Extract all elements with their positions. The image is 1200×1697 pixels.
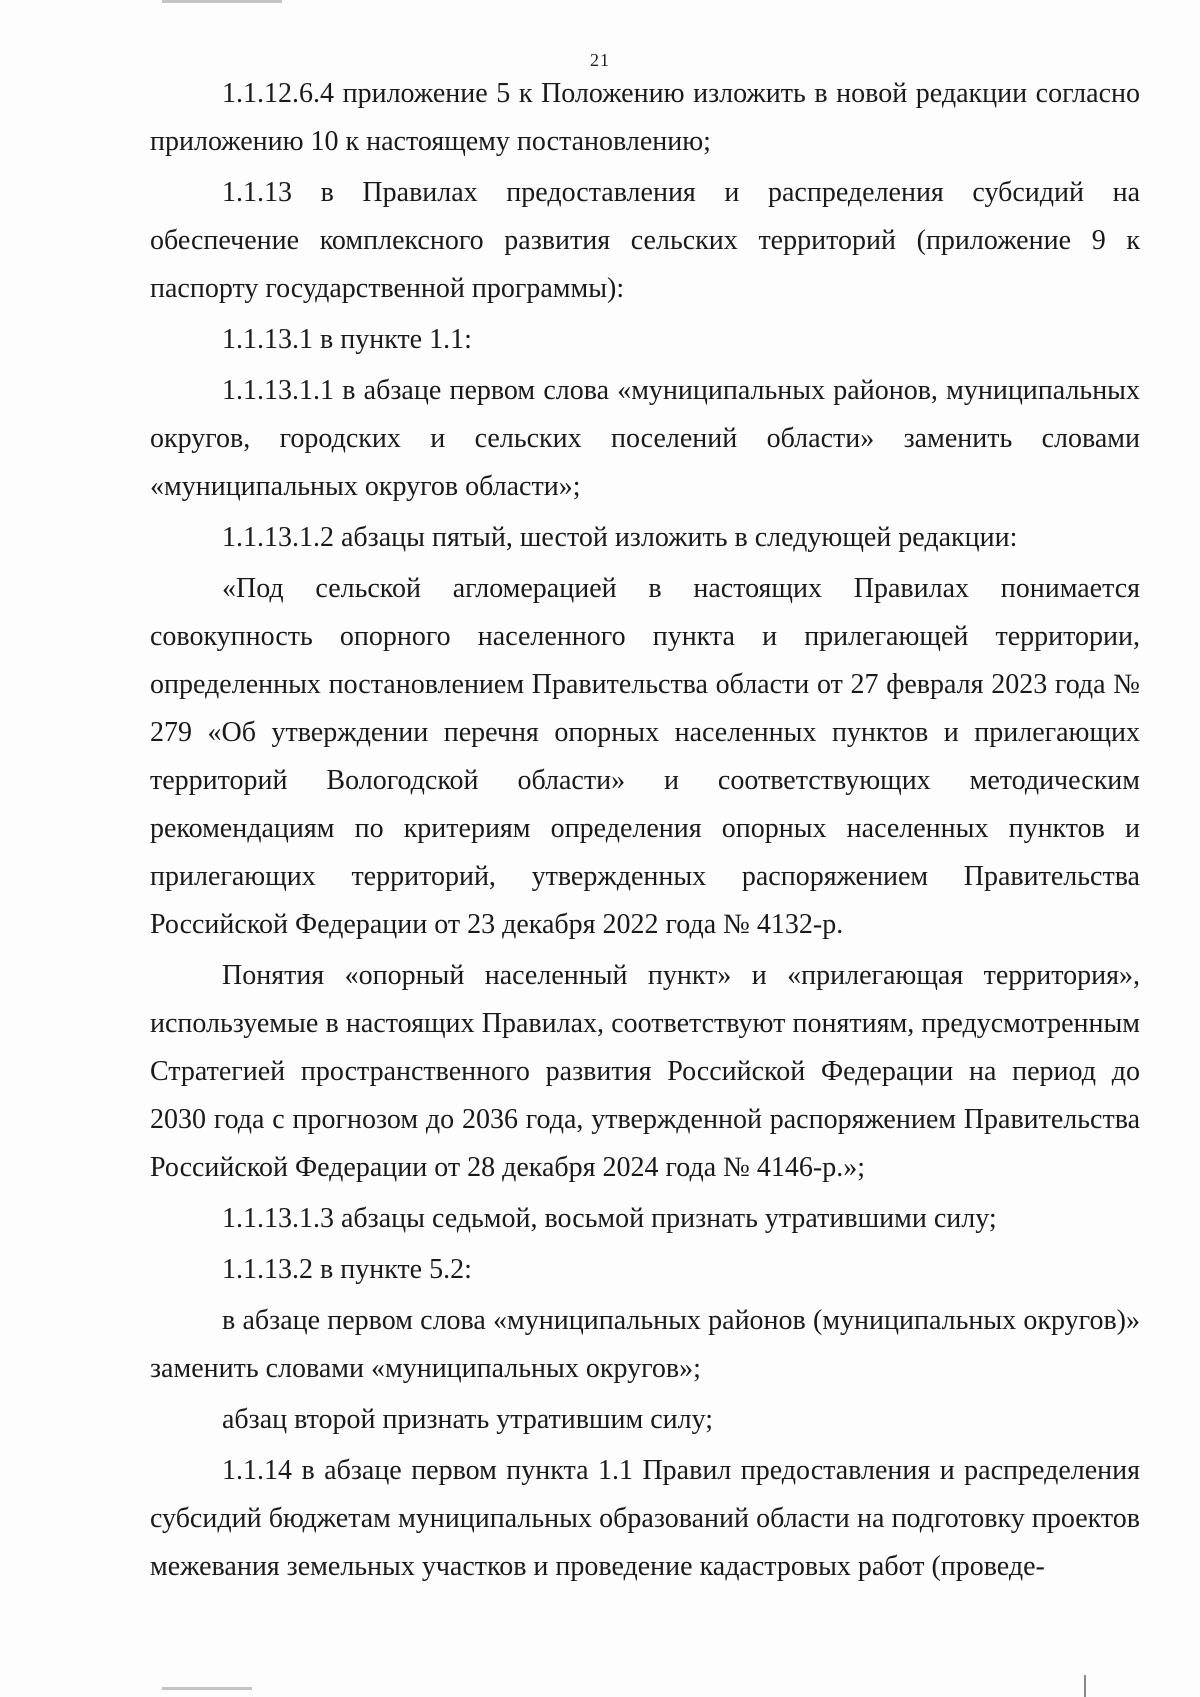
paragraph-1-1-13-1-2: 1.1.13.1.2 абзацы пятый, шестой изложить в следующей редакции: <box>222 522 1018 553</box>
paragraph-1-1-13-1: 1.1.13.1 в пункте 1.1: <box>222 324 472 355</box>
paragraph-rural-agglomeration-definition: «Под сельской агломерацией в настоящих Правилах понимается совокупность опорного населенного пункта и прилегающей территории, определенных постановлением Правительства области от 27 февраля 2023 года № 279 «Об утверждении перечня опорных населенных пунктов и прилегающих территорий Вологодской области» и соответствующих методическим рекомендациям по критериям определения опорных населенных пунктов и прилегающих территорий, утвержденных распоряжением Правительства Российской Федерации от 23 декабря 2022 года № 4132-р. <box>150 573 1140 940</box>
paragraph-1-1-12-6-4: 1.1.12.6.4 приложение 5 к Положению изложить в новой редакции согласно приложению 10 к настоящему постановлению; <box>150 78 1140 157</box>
paragraph-concepts-definition: Понятия «опорный населенный пункт» и «прилегающая территория», используемые в настоящих Правилах, соответствуют понятиям, предусмотренным Стратегией пространственного развития Российской Федерации на период до 2030 года с прогнозом до 2036 года, утвержденной распоряжением Правительства Российской Федерации от 28 декабря 2024 года № 4146-р.»; <box>150 960 1140 1183</box>
scan-artifact-top <box>162 0 282 3</box>
paragraph-1-1-13-1-1: 1.1.13.1.1 в абзаце первом слова «муниципальных районов, муниципальных округов, городских и сельских поселений области» заменить словами «муниципальных округов области»; <box>150 375 1140 502</box>
scan-artifact-bottom-right <box>1084 1675 1086 1697</box>
paragraph-first-abzac-replacement: в абзаце первом слова «муниципальных районов (муниципальных округов)» заменить словами «муниципальных округов»; <box>150 1305 1140 1384</box>
scan-artifact-bottom-left <box>162 1687 252 1690</box>
paragraph-1-1-13: 1.1.13 в Правилах предоставления и распределения субсидий на обеспечение комплексного развития сельских территорий (приложение 9 к паспорту государственной программы): <box>150 177 1140 304</box>
page-number: 21 <box>590 50 610 70</box>
paragraph-second-abzac-void: абзац второй признать утратившим силу; <box>222 1404 714 1435</box>
paragraph-1-1-14: 1.1.14 в абзаце первом пункта 1.1 Правил предоставления и распределения субсидий бюджетам муниципальных образований области на подготовку проектов межевания земельных участков и проведение кадастровых работ (проведе- <box>150 1455 1140 1582</box>
paragraph-1-1-13-2: 1.1.13.2 в пункте 5.2: <box>222 1254 472 1285</box>
document-body <box>150 70 1140 1594</box>
paragraph-1-1-13-1-3: 1.1.13.1.3 абзацы седьмой, восьмой признать утратившими силу; <box>222 1203 997 1234</box>
